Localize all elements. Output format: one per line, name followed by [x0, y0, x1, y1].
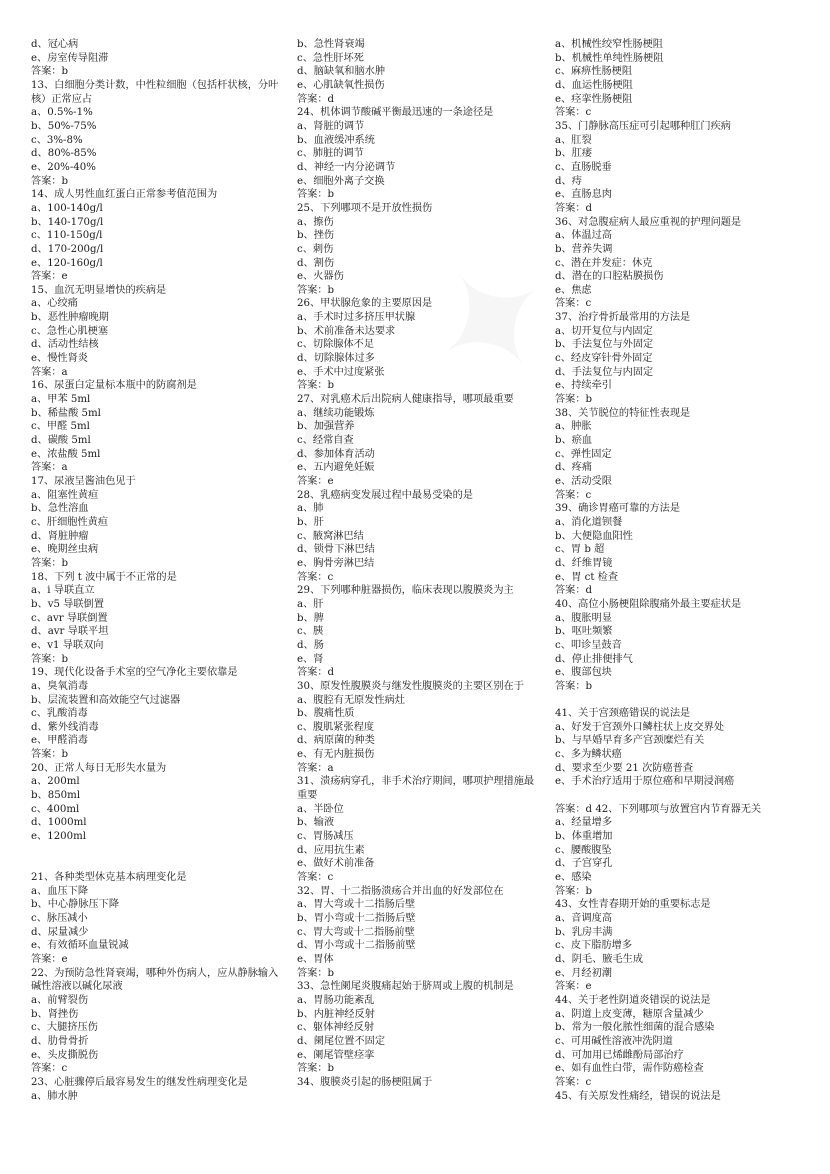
question-line: 26、甲状腺危象的主要原因是 — [297, 298, 433, 310]
answer-line: 答案：c — [555, 107, 592, 119]
option-line: d、疼痛 — [555, 462, 593, 474]
option-line: e、五内避免妊娠 — [297, 462, 375, 474]
question-line: 20、正常人每日无形失水量为 — [31, 762, 167, 774]
question-line: 37、治疗骨折最常用的方法是 — [555, 312, 691, 324]
answer-line: 答案：e — [297, 476, 334, 487]
question-line: 25、下列哪项不是开放性损伤 — [297, 202, 433, 214]
option-line: e、房室传导阻滞 — [31, 52, 109, 64]
question-line: 34、腹膜炎引起的肠梗阻属于 — [297, 1076, 433, 1088]
option-line: d、阑尾位置不固定 — [297, 1035, 386, 1047]
question-line: 16、尿蛋白定量标本瓶中的防腐剂是 — [31, 380, 197, 392]
answer-line: 答案：b — [297, 1063, 335, 1075]
option-line: e、细胞外离子交换 — [297, 175, 385, 187]
answer-line: 答案：c — [31, 1063, 68, 1075]
answer-line: 答案：b — [555, 394, 593, 406]
question-line: 45、有关原发性痛经，错误的说法是 — [555, 1090, 721, 1102]
option-line: c、胰 — [297, 626, 324, 638]
question-line: 18、下列 t 波中属于不正常的是 — [31, 571, 177, 583]
option-line: a、继续功能锻炼 — [297, 407, 375, 419]
option-line: d、紫外线消毒 — [31, 721, 99, 733]
option-line: b、恶性肿瘤晚期 — [31, 312, 109, 324]
option-line: a、擦伤 — [297, 216, 334, 228]
option-line: e、持续牵引 — [555, 380, 612, 392]
option-line: b、大便隐血阳性 — [555, 530, 633, 542]
option-line: b、50%-75% — [31, 120, 97, 132]
question-line: 44、关于老性阴道炎错误的说法是 — [555, 994, 711, 1006]
answer-line: 答案：a — [297, 762, 334, 774]
question-line: 17、尿液呈酱油色见于 — [31, 476, 136, 487]
option-line: e、甲醛消毒 — [31, 735, 88, 747]
question-line: 31、溃疡病穿孔，非手术治疗期间，哪项护理措施最重要 — [297, 776, 535, 802]
question-line: 28、乳癌病变发展过程中最易受染的是 — [297, 489, 473, 501]
option-line: b、140-170g/l — [31, 216, 104, 228]
option-line: b、脾 — [297, 612, 324, 624]
answer-line: 答案：a — [31, 462, 68, 474]
option-line: d、活动性结核 — [31, 339, 99, 351]
option-line: e、慢性肾炎 — [31, 353, 88, 365]
question-line: 41、关于宫颈癌错误的说法是 — [555, 708, 691, 720]
blank-line — [555, 694, 805, 708]
option-line: c、乳酸消毒 — [31, 708, 88, 720]
answer-line: 答案：b — [297, 189, 335, 201]
question-line: 29、下列哪种脏器损伤，临床表现以腹膜炎为主 — [297, 585, 514, 597]
option-line: b、机械性单纯性肠梗阻 — [555, 52, 664, 64]
option-line: d、脑缺氧和脑水肿 — [297, 66, 386, 78]
answer-line: 答案：d — [297, 667, 335, 679]
option-line: a、消化道钡餐 — [555, 516, 623, 528]
question-line: 36、对急腹症病人最应重视的护理问题是 — [555, 216, 742, 228]
option-line: a、甲苯 5ml — [31, 394, 91, 406]
answer-line: 答案：b — [297, 967, 335, 979]
option-line: c、腰酸腹坠 — [555, 844, 612, 856]
option-line: c、胃大弯或十二指肠前壁 — [297, 926, 415, 938]
option-line: a、肺 — [297, 503, 324, 515]
option-line: b、常为一般化脓性细菌的混合感染 — [555, 1022, 715, 1034]
option-line: b、肾挫伤 — [31, 1008, 79, 1020]
option-line: d、参加体育活动 — [297, 448, 375, 460]
answer-line: 答案：b — [31, 175, 69, 187]
text-column-3 — [555, 38, 805, 1103]
option-line: c、皮下脂肪增多 — [555, 940, 633, 952]
option-line: e、胃体 — [297, 953, 334, 965]
answer-line: 答案：b — [31, 66, 69, 78]
answer-line: 答案：b — [31, 749, 69, 761]
answer-line: 答案：c — [555, 489, 592, 501]
option-line: a、肾脏的调节 — [297, 120, 365, 132]
option-line: e、心肌缺氧性损伤 — [297, 79, 385, 91]
answer-line: 答案：c — [297, 571, 334, 583]
answer-line: 答案：b — [31, 557, 69, 569]
option-line: a、0.5%-1% — [31, 107, 93, 119]
option-line: c、直肠脱垂 — [555, 161, 612, 173]
option-line: d、170-200g/l — [31, 243, 104, 255]
option-line: a、100-140g/l — [31, 202, 103, 214]
option-line: c、大腿挤压伤 — [31, 1022, 98, 1034]
option-line: e、胃 ct 检查 — [555, 571, 619, 583]
question-line: 35、门静脉高压症可引起哪种肛门疾病 — [555, 120, 731, 132]
option-line: d、肠 — [297, 639, 324, 651]
option-line: b、层流装置和高效能空气过滤器 — [31, 694, 181, 706]
option-line: c、弹性固定 — [555, 448, 612, 460]
option-line: e、活动受限 — [555, 476, 612, 487]
option-line: b、术前准备未达要求 — [297, 325, 396, 337]
option-line: c、急性肝坏死 — [297, 52, 364, 64]
option-line: d、病原菌的种类 — [297, 735, 375, 747]
option-line: a、体温过高 — [555, 230, 613, 242]
option-line: b、肛瘘 — [555, 148, 593, 160]
option-line: a、音调度高 — [555, 912, 613, 924]
option-line: a、臭氧消毒 — [31, 680, 89, 692]
option-line: d、血运性肠梗阻 — [555, 79, 633, 91]
option-line: e、腹部包块 — [555, 667, 612, 679]
option-line: d、应用抗生素 — [297, 844, 365, 856]
option-line: e、有无内脏损伤 — [297, 749, 375, 761]
option-line: c、avr 导联倒置 — [31, 612, 108, 624]
question-line: 14、成人男性血红蛋白正常参考值范围为 — [31, 189, 218, 201]
option-line: b、内脏神经反射 — [297, 1008, 375, 1020]
blank-line — [555, 789, 805, 803]
option-line: a、前臂裂伤 — [31, 994, 89, 1006]
option-line: b、加强营养 — [297, 421, 355, 433]
option-line: e、1200ml — [31, 831, 87, 843]
option-line: c、多为鳞状癌 — [555, 749, 622, 761]
option-line: b、呕吐频繁 — [555, 626, 613, 638]
option-line: a、阻塞性黄疸 — [31, 489, 99, 501]
option-line: a、心绞痛 — [31, 298, 78, 310]
answer-line: 答案：c — [555, 1076, 592, 1088]
option-line: b、中心静脉压下降 — [31, 899, 120, 911]
option-line: a、胃大弯或十二指肠后壁 — [297, 899, 416, 911]
question-line: 19、现代化设备手术室的空气净化主要依靠是 — [31, 667, 238, 679]
option-line: b、血液缓冲系统 — [297, 134, 375, 146]
option-line: e、头皮撕脱伤 — [31, 1049, 99, 1061]
blank-line — [31, 857, 281, 871]
option-line: e、阑尾管壁痉挛 — [297, 1049, 375, 1061]
option-line: c、可用碱性溶液冲洗阴道 — [555, 1035, 673, 1047]
answer-line: 答案：e — [31, 953, 68, 965]
option-line: d、肋骨骨折 — [31, 1035, 89, 1047]
blank-line — [31, 844, 281, 858]
option-line: a、切开复位与内固定 — [555, 325, 653, 337]
answer-line: 答案：d — [555, 585, 593, 597]
option-line: c、肝细胞性黄疸 — [31, 516, 109, 528]
question-line: 39、确诊胃癌可靠的方法是 — [555, 503, 681, 515]
option-line: b、稀盐酸 5ml — [31, 407, 101, 419]
option-line: e、晚期丝虫病 — [31, 544, 99, 556]
answer-line: 答案：b — [297, 380, 335, 392]
option-line: e、感染 — [555, 872, 592, 883]
option-line: a、肺水肿 — [31, 1090, 78, 1102]
option-line: d、潜在的口腔粘膜损伤 — [555, 271, 664, 283]
option-line: d、锁骨下淋巴结 — [297, 544, 375, 556]
option-line: e、火器伤 — [297, 271, 344, 283]
answer-line: 答案：a — [31, 366, 68, 378]
option-line: e、痉挛性肠梗阻 — [555, 93, 633, 105]
question-line: 40、高位小肠梗阻除腹痛外最主要症状是 — [555, 598, 742, 610]
option-line: d、纤维胃镜 — [555, 557, 613, 569]
option-line: a、腹腔有无原发性病灶 — [297, 694, 405, 706]
answer-line: 答案：d — [555, 202, 593, 214]
option-line: a、手术时过多挤压甲状腺 — [297, 312, 416, 324]
option-line: d、80%-85% — [31, 148, 97, 160]
option-line: a、血压下降 — [31, 885, 89, 897]
option-line: c、110-150g/l — [31, 230, 103, 242]
answer-line: 答案：c — [297, 872, 334, 884]
option-line: b、乳房丰满 — [555, 926, 613, 938]
option-line: e、手术中过度紧张 — [297, 366, 385, 378]
option-line: d、停止排便排气 — [555, 653, 633, 665]
option-line: d、痔 — [555, 175, 582, 187]
option-line: b、850ml — [31, 790, 81, 802]
option-line: b、输液 — [297, 817, 335, 829]
option-line: c、甲醛 5ml — [31, 421, 90, 433]
question-line: 13、白细胞分类计数，中性粒细胞（包括杆状核，分叶核）正常应占 — [31, 79, 279, 105]
option-line: d、神经一内分泌调节 — [297, 161, 396, 173]
option-line: b、瘀血 — [555, 435, 593, 447]
option-line: d、碳酸 5ml — [31, 435, 91, 447]
option-line: e、如有血性白带，需作防癌检查 — [555, 1063, 704, 1075]
option-line: e、有效循环血量锐减 — [31, 940, 129, 952]
option-line: a、半卧位 — [297, 803, 344, 815]
option-line: a、200ml — [31, 776, 80, 788]
question-line: 22、为预防急性肾衰竭，哪种外伤病人，应从静脉输入碱性溶液以碱化尿液 — [31, 967, 279, 993]
answer-line: 答案：d 42、下列哪项与放置宫内节育器无关 — [555, 803, 762, 815]
option-line: c、叩诊呈鼓音 — [555, 639, 622, 651]
option-line: a、肝 — [297, 598, 324, 610]
answer-line: 答案：b — [297, 284, 335, 296]
option-line: c、潜在并发症：休克 — [555, 257, 653, 269]
option-line: e、做好术前准备 — [297, 858, 375, 870]
option-line: d、肾脏肿瘤 — [31, 530, 89, 542]
option-line: d、尿量减少 — [31, 926, 89, 938]
question-line: 24、机体调节酸碱平衡最迅速的一条途径是 — [297, 107, 494, 119]
question-line: 30、原发性腹膜炎与继发性腹膜炎的主要区别在于 — [297, 680, 524, 692]
option-line: a、好发于宫颈外口鳞柱状上皮交界处 — [555, 721, 725, 733]
option-line: e、肾 — [297, 653, 324, 665]
option-line: b、急性溶血 — [31, 503, 89, 515]
option-line: c、肺脏的调节 — [297, 148, 364, 160]
option-line: b、手法复位与外固定 — [555, 339, 654, 351]
option-line: e、浓盐酸 5ml — [31, 448, 101, 460]
option-line: d、手法复位与内固定 — [555, 366, 654, 378]
option-line: d、切除腺体过多 — [297, 353, 375, 365]
option-line: c、腋窝淋巴结 — [297, 530, 364, 542]
option-line: b、肝 — [297, 516, 324, 528]
option-line: a、肛裂 — [555, 134, 592, 146]
answer-line: 答案：b — [555, 680, 593, 692]
option-line: d、要求至少要 21 次防癌普查 — [555, 762, 694, 774]
option-line: b、体重增加 — [555, 831, 613, 843]
question-line: 21、各种类型休克基本病理变化是 — [31, 872, 187, 883]
option-line: e、胸骨旁淋巴结 — [297, 557, 375, 569]
answer-line: 答案：c — [555, 298, 592, 310]
option-line: a、i 导联直立 — [31, 585, 95, 597]
option-line: d、胃小弯或十二指肠前壁 — [297, 940, 416, 952]
question-line: 33、急性阑尾炎腹痛起始于脐周或上腹的机制是 — [297, 981, 514, 993]
option-line: d、可加用已烯雌酚局部治疗 — [555, 1049, 684, 1061]
option-line: c、经皮穿针骨外固定 — [555, 353, 653, 365]
option-line: c、脉压减小 — [31, 912, 88, 924]
option-line: e、20%-40% — [31, 161, 96, 173]
answer-line: 答案：b — [555, 885, 593, 897]
option-line: b、急性肾衰竭 — [297, 39, 365, 50]
option-line: a、阴道上皮变薄，糖原含量减少 — [555, 1008, 704, 1020]
option-line: d、阴毛、腋毛生成 — [555, 953, 644, 965]
option-line: e、120-160g/l — [31, 257, 103, 269]
option-line: a、腹胀明显 — [555, 612, 613, 624]
text-column-2 — [297, 38, 542, 1090]
option-line: c、躯体神经反射 — [297, 1022, 375, 1034]
answer-line: 答案：b — [31, 653, 69, 665]
option-line: c、3%-8% — [31, 134, 83, 146]
question-line: 23、心脏骤停后最容易发生的继发性病理变化是 — [31, 1076, 248, 1088]
question-line: 43、女性青春期开始的重要标志是 — [555, 899, 711, 911]
option-line: c、腹肌紧张程度 — [297, 721, 375, 733]
option-line: e、v1 导联双向 — [31, 639, 104, 651]
option-line: c、经常自查 — [297, 435, 354, 447]
option-line: a、经量增多 — [555, 817, 613, 829]
option-line: e、月经初潮 — [555, 967, 612, 979]
option-line: d、avr 导联平坦 — [31, 626, 109, 638]
text-column-1 — [31, 38, 281, 1103]
option-line: c、麻痹性肠梗阻 — [555, 66, 633, 78]
option-line: d、子宫穿孔 — [555, 858, 613, 870]
option-line: d、1000ml — [31, 817, 87, 829]
question-line: 32、胃、十二指肠溃疡合并出血的好发部位在 — [297, 885, 504, 897]
option-line: c、胃 b 超 — [555, 544, 605, 556]
answer-line: 答案：d — [297, 93, 335, 105]
option-line: d、割伤 — [297, 257, 335, 269]
option-line: e、直肠息肉 — [555, 189, 612, 201]
option-line: a、胃肠功能紊乱 — [297, 994, 375, 1006]
option-line: a、肿胀 — [555, 421, 592, 433]
option-line: b、胃小弯或十二指肠后壁 — [297, 913, 416, 924]
question-line: 38、关节脱位的特征性表现是 — [555, 407, 691, 419]
option-line: b、挫伤 — [297, 230, 335, 242]
option-line: e、焦虑 — [555, 284, 592, 296]
option-line: c、400ml — [31, 803, 80, 815]
answer-line: 答案：e — [31, 271, 68, 283]
option-line: c、刺伤 — [297, 243, 334, 255]
option-line: b、与早婚早育多产宫颈糜烂有关 — [555, 735, 705, 747]
option-line: e、手术治疗适用于原位癌和早期浸润癌 — [555, 776, 735, 788]
option-line: c、胃肠减压 — [297, 831, 354, 843]
option-line: b、腹痛性质 — [297, 708, 355, 720]
option-line: b、营养失调 — [555, 243, 613, 255]
question-line: 15、血沉无明显增快的疾病是 — [31, 284, 167, 296]
option-line: c、切除腺体不足 — [297, 339, 375, 351]
option-line: d、冠心病 — [31, 39, 79, 50]
option-line: b、v5 导联倒置 — [31, 598, 104, 610]
option-line: a、机械性绞窄性肠梗阻 — [555, 39, 663, 50]
option-line: c、急性心肌梗塞 — [31, 325, 109, 337]
question-line: 27、对乳癌术后出院病人健康指导，哪项最重要 — [297, 394, 514, 406]
answer-line: 答案：e — [555, 981, 592, 993]
